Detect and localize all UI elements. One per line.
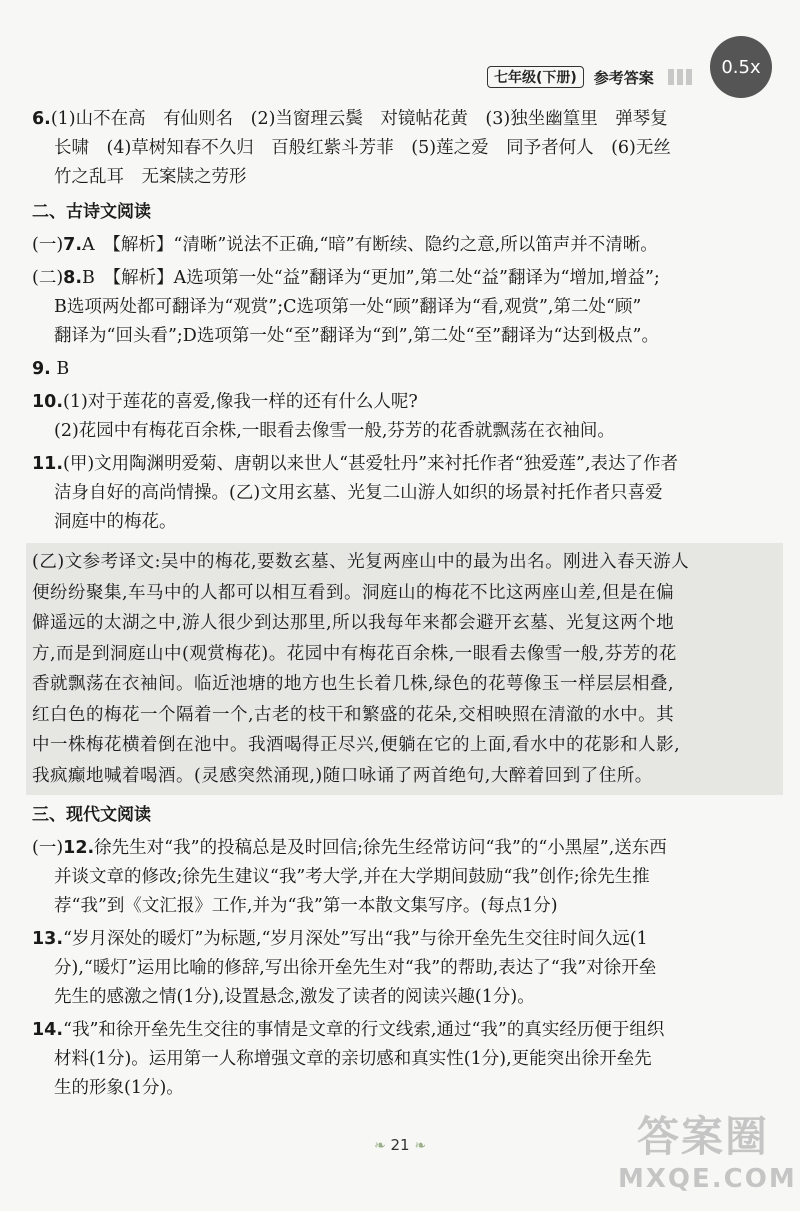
question-11 bbox=[32, 450, 777, 537]
question-number: 6. bbox=[32, 109, 51, 129]
section-heading-classical: 二、古诗文阅读 bbox=[32, 202, 151, 222]
question-number: 14. bbox=[32, 1020, 64, 1040]
question-text: “岁月深处的暖灯”为标题,“岁月深处”写出“我”与徐开垒先生交往时间久远(1 bbox=[63, 929, 648, 949]
grade-label: 七年级(下册) bbox=[487, 66, 584, 88]
question-text: 竹之乱耳 无案牍之劳形 bbox=[54, 167, 247, 187]
question-14 bbox=[32, 1016, 777, 1103]
reference-translation-box bbox=[26, 543, 783, 795]
translation-line: 中一株梅花横着倒在池中。我酒喝得正尽兴,便躺在它的上面,看水中的花影和人影, bbox=[32, 735, 681, 755]
question-number: 10. bbox=[32, 392, 64, 412]
question-12 bbox=[32, 834, 777, 921]
site-watermark bbox=[618, 1112, 797, 1204]
question-text: 分),“暖灯”运用比喻的修辞,写出徐开垒先生对“我”的帮助,表达了“我”对徐开垒 bbox=[54, 958, 657, 978]
watermark-url: MXQE.COM bbox=[618, 1164, 797, 1194]
question-10 bbox=[32, 388, 777, 446]
page-number: 21 bbox=[390, 1136, 410, 1154]
question-text: 徐先生对“我”的投稿总是及时回信;徐先生经常访问“我”的“小黑屋”,送东西 bbox=[94, 838, 667, 858]
translation-line: 红白色的梅花一个隔着一个,古老的枝干和繁盛的花朵,交相映照在清澈的水中。其 bbox=[32, 704, 675, 725]
question-text: B bbox=[56, 359, 70, 379]
question-text: 洞庭中的梅花。 bbox=[54, 512, 177, 532]
question-text: “我”和徐开垒先生交往的事情是文章的行文线索,通过“我”的真实经历便于组织 bbox=[63, 1020, 665, 1040]
subsection-prefix: (二) bbox=[32, 268, 64, 288]
translation-line: 便纷纷聚集,车马中的人都可以相互看到。洞庭山的梅花不比这两座山差,但是在偏 bbox=[32, 582, 675, 603]
question-text: (1)山不在高 有仙则名 (2)当窗理云鬓 对镜帖花黄 (3)独坐幽篁里 弹琴复 bbox=[50, 109, 668, 129]
question-text: 洁身自好的高尚情操。(乙)文用玄墓、光复二山游人如织的场景衬托作者只喜爱 bbox=[54, 483, 663, 503]
question-number: 7. bbox=[63, 235, 82, 255]
question-text: 生的形象(1分)。 bbox=[54, 1078, 184, 1098]
question-6 bbox=[32, 105, 777, 192]
header-decoration bbox=[668, 69, 692, 85]
question-number: 9. bbox=[32, 359, 51, 379]
question-8 bbox=[32, 264, 777, 351]
question-text: (甲)文用陶渊明爱菊、唐朝以来世人“甚爱牡丹”来衬托作者“独爱莲”,表达了作者 bbox=[63, 454, 679, 474]
question-number: 11. bbox=[32, 454, 64, 474]
question-text: 材料(1分)。运用第一人称增强文章的亲切感和真实性(1分),更能突出徐开垒先 bbox=[54, 1049, 652, 1069]
translation-line: 僻遥远的太湖之中,游人很少到达那里,所以我每年来都会避开玄墓、光复这两个地 bbox=[32, 613, 675, 633]
question-number: 12. bbox=[63, 838, 95, 858]
question-number: 8. bbox=[63, 268, 82, 288]
translation-line: 方,而是到洞庭山中(观赏梅花)。花园中有梅花百余株,一眼看去像雪一般,芬芳的花 bbox=[32, 643, 677, 664]
question-text: 先生的感激之情(1分),设置悬念,激发了读者的阅读兴趣(1分)。 bbox=[54, 987, 535, 1007]
question-text: B选项两处都可翻译为“观赏”;C选项第一处“顾”翻译为“看,观赏”,第二处“顾” bbox=[54, 297, 642, 317]
zoom-level-badge[interactable]: 0.5x bbox=[710, 36, 772, 98]
question-text: (1)对于莲花的喜爱,像我一样的还有什么人呢? bbox=[63, 392, 418, 412]
translation-line: (乙)文参考译文:吴中的梅花,要数玄墓、光复两座山中的最为出名。刚进入春天游人 bbox=[32, 552, 690, 572]
question-text: B 【解析】A选项第一处“益”翻译为“更加”,第二处“益”翻译为“增加,增益”; bbox=[81, 268, 660, 288]
question-text: 长啸 (4)草树知春不久归 百般红紫斗芳菲 (5)莲之爱 同予者何人 (6)无丝 bbox=[54, 138, 671, 158]
leaf-left-icon: ❧ bbox=[373, 1138, 386, 1154]
question-9 bbox=[32, 355, 777, 384]
watermark-logo-text: 答案圈 bbox=[636, 1112, 769, 1161]
question-number: 13. bbox=[32, 929, 64, 949]
leaf-right-icon: ❧ bbox=[414, 1138, 427, 1154]
question-text: (2)花园中有梅花百余株,一眼看去像雪一般,芬芳的花香就飘荡在衣袖间。 bbox=[54, 421, 615, 441]
question-7 bbox=[32, 231, 777, 260]
translation-line: 我疯癫地喊着喝酒。(灵感突然涌现,)随口咏诵了两首绝句,大醉着回到了住所。 bbox=[32, 765, 653, 786]
section-title-header: 参考答案 bbox=[593, 68, 654, 87]
translation-line: 香就飘荡在衣袖间。临近池塘的地方也生长着几株,绿色的花萼像玉一样层层相叠, bbox=[32, 674, 675, 694]
answer-content bbox=[32, 105, 777, 1107]
question-13 bbox=[32, 925, 777, 1012]
question-text: 并谈文章的修改;徐先生建议“我”考大学,并在大学期间鼓励“我”创作;徐先生推 bbox=[54, 867, 650, 887]
page-header bbox=[487, 66, 692, 88]
question-text: 翻译为“回头看”;D选项第一处“至”翻译为“到”,第二处“至”翻译为“达到极点”。 bbox=[54, 326, 659, 346]
section-heading-modern: 三、现代文阅读 bbox=[32, 805, 151, 825]
question-text: 荐“我”到《文汇报》工作,并为“我”第一本散文集写序。(每点1分) bbox=[54, 896, 558, 916]
question-text: A 【解析】“清晰”说法不正确,“暗”有断续、隐约之意,所以笛声并不清晰。 bbox=[81, 235, 658, 255]
subsection-prefix: (一) bbox=[32, 235, 64, 255]
subsection-prefix: (一) bbox=[32, 838, 64, 858]
